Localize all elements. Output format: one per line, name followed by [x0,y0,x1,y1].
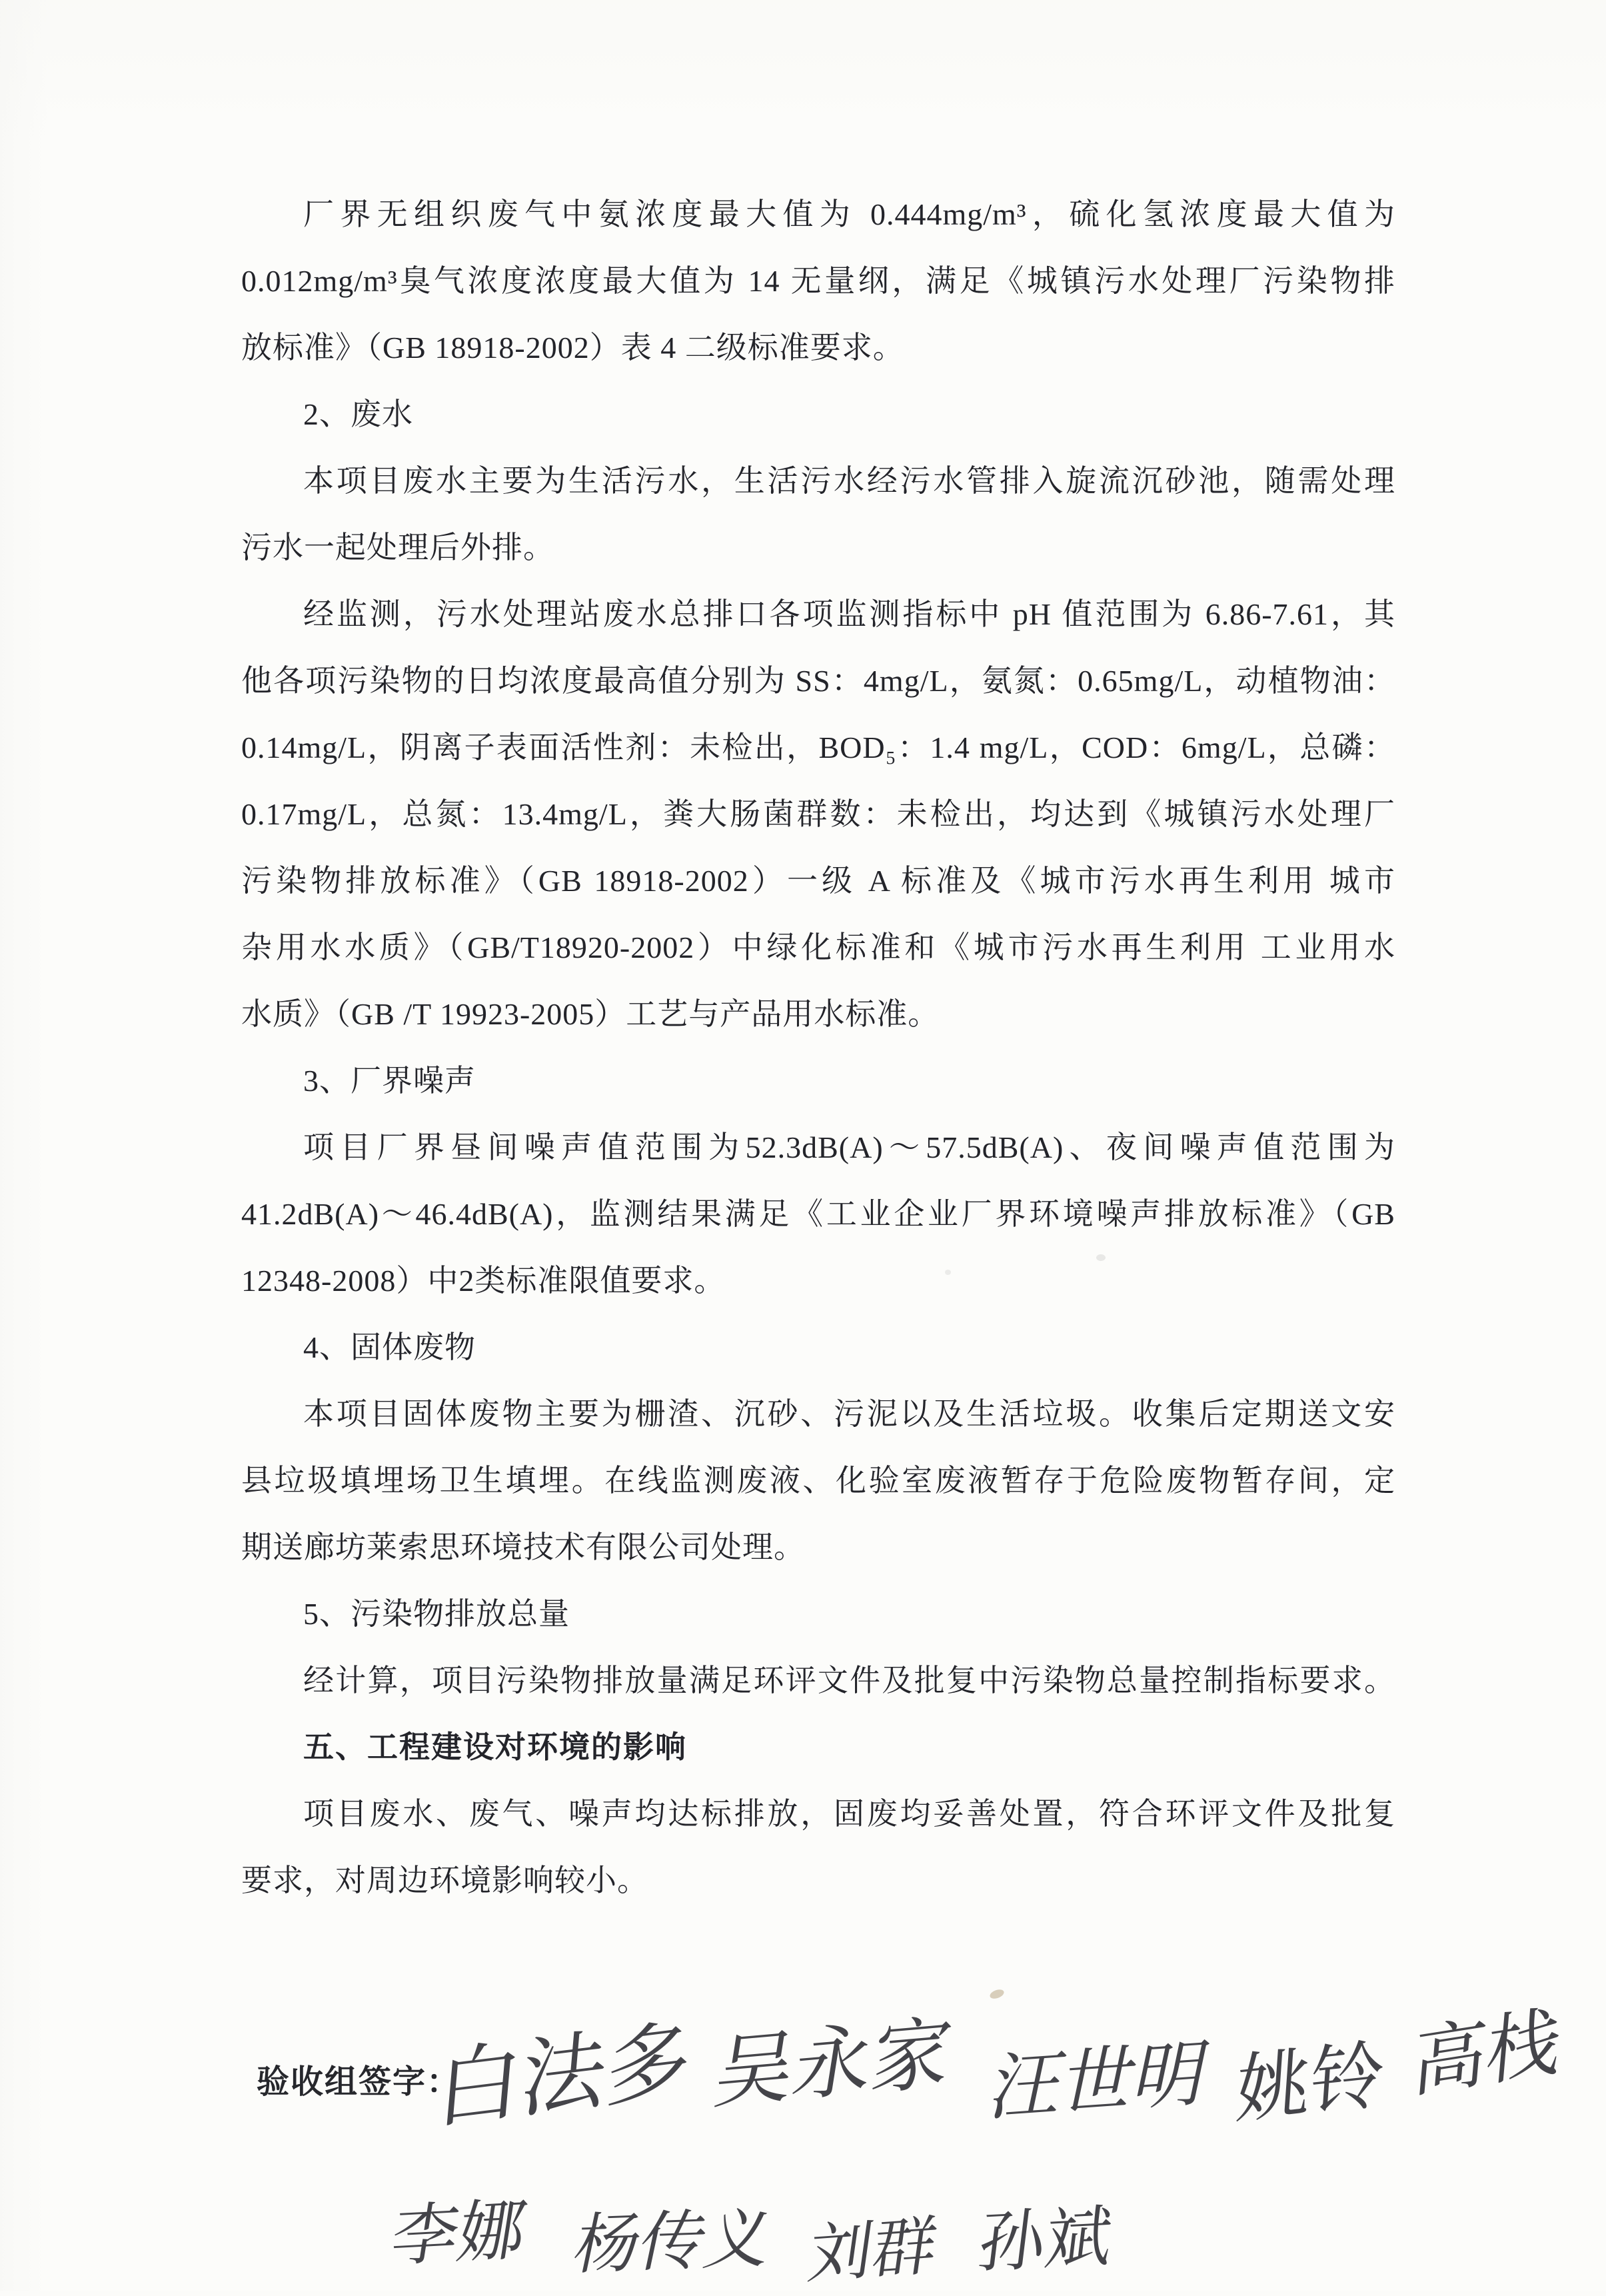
document-line: 县垃圾填埋场卫生填埋。在线监测废液、化验室废液暂存于危险废物暂存间，定 [241,1464,1395,1498]
document-body [241,181,1395,1914]
document-line: 经监测，污水处理站废水总排口各项监测指标中 pH 值范围为 6.86-7.61，其 [303,597,1395,631]
handwritten-signature: 吴永家 [708,2005,958,2120]
document-line: 杂用水水质》（GB/T18920-2002）中绿化标准和《城市污水再生利用 工业用水 [241,930,1395,964]
document-line: 经计算，项目污染物排放量满足环评文件及批复中污染物总量控制指标要求。 [303,1664,1395,1698]
handwritten-signature: 孙斌 [974,2197,1118,2283]
document-line: 41.2dB(A)～46.4dB(A)，监测结果满足《工业企业厂界环境噪声排放标准》（GB [241,1197,1395,1231]
handwritten-signature: 杨传义 [567,2200,780,2284]
document-line: 12348-2008）中2类标准限值要求。 [241,1264,726,1298]
handwritten-signature: 姚铃 [1233,2031,1388,2135]
document-line: 要求，对周边环境影响较小。 [241,1863,648,1897]
document-line: 水质》（GB /T 19923-2005）工艺与产品用水标准。 [241,997,940,1031]
document-line: 本项目固体废物主要为栅渣、沉砂、污泥以及生活垃圾。收集后定期送文安 [303,1397,1395,1431]
handwritten-signature: 刘群 [804,2207,942,2293]
signature-section [0,1986,1606,2291]
section-heading-solid-waste: 4、固体废物 [303,1330,476,1364]
section-heading-noise: 3、厂界噪声 [303,1064,476,1098]
document-line: 0.14mg/L，阴离子表面活性剂：未检出，BOD₅：1.4 mg/L，COD：6mg/L，总磷： [241,730,1395,764]
handwritten-signature: 白法多 [432,2009,696,2141]
section-heading-wastewater: 2、废水 [303,397,413,431]
document-line: 项目厂界昼间噪声值范围为52.3dB(A)～57.5dB(A)、夜间噪声值范围为 [303,1130,1395,1164]
handwritten-signature: 汪世明 [982,2031,1216,2131]
document-line: 本项目废水主要为生活污水，生活污水经污水管排入旋流沉砂池，随需处理 [303,464,1395,498]
signature-section-label: 验收组签字： [257,2063,461,2100]
document-line: 污染物排放标准》（GB 18918-2002）一级 A 标准及《城市污水再生利用 城市 [241,864,1395,898]
document-line: 0.17mg/L，总氮：13.4mg/L，粪大肠菌群数：未检出，均达到《城镇污水处理厂 [241,797,1395,831]
chapter-heading-environment-impact: 五、工程建设对环境的影响 [303,1730,687,1764]
document-line: 他各项污染物的日均浓度最高值分别为 SS：4mg/L，氨氮：0.65mg/L，动植物油： [241,664,1395,698]
document-line: 0.012mg/m³臭气浓度浓度最大值为 14 无量纲，满足《城镇污水处理厂污染物排 [241,264,1395,298]
document-line: 项目废水、废气、噪声均达标排放，固废均妥善处置，符合环评文件及批复 [303,1797,1395,1831]
document-line: 厂界无组织废气中氨浓度最大值为 0.444mg/m³，硫化氢浓度最大值为 [303,197,1395,231]
handwritten-signature: 李娜 [386,2190,532,2276]
handwritten-signature: 高栈 [1409,1996,1565,2109]
document-line: 污水一起处理后外排。 [241,531,554,565]
document-line: 期送廊坊莱索思环境技术有限公司处理。 [241,1530,805,1564]
section-heading-emission-total: 5、污染物排放总量 [303,1597,570,1631]
document-line: 放标准》（GB 18918-2002）表 4 二级标准要求。 [241,331,904,365]
